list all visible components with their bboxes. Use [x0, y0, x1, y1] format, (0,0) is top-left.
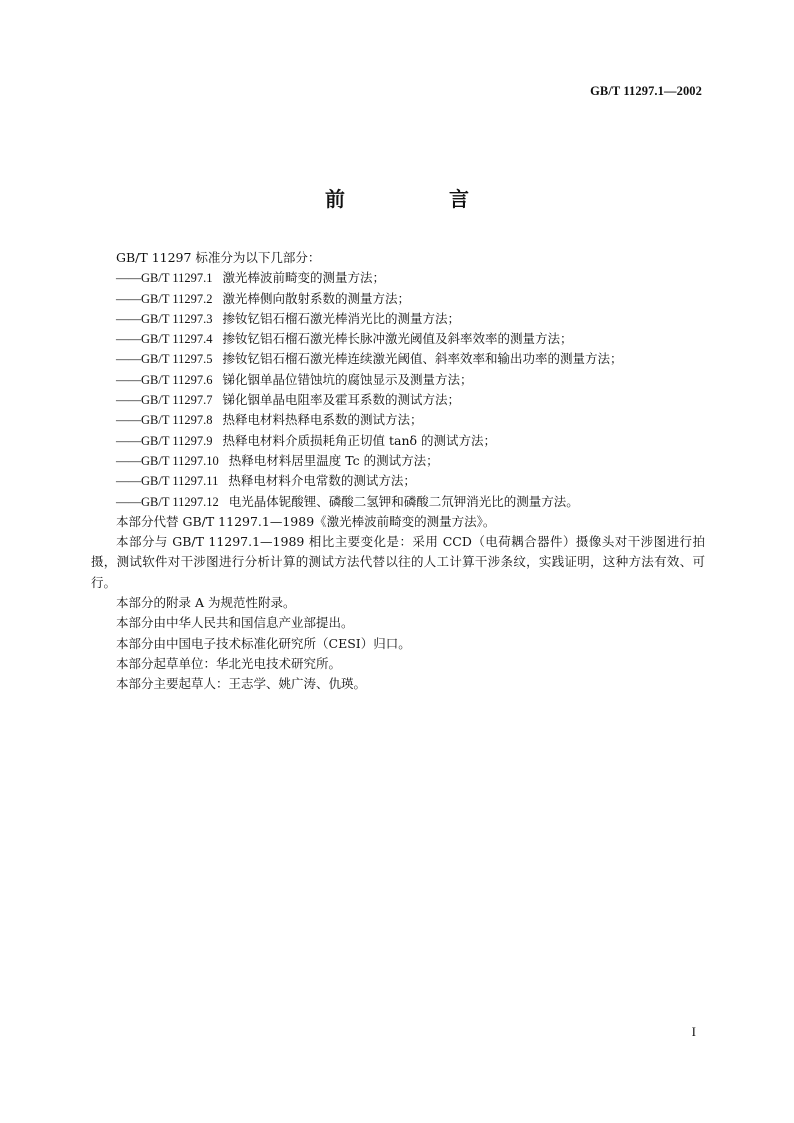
part-name: 锑化铟单晶位错蚀坑的腐蚀显示及测量方法； — [222, 371, 473, 387]
part-code: ——GB/T 11297.7 — [116, 393, 213, 408]
replaces-paragraph: 本部分代替 GB/T 11297.1—1989《激光棒波前畸变的测量方法》。 — [116, 513, 496, 529]
part-name: 掺钕钇铝石榴石激光棒长脉冲激光阈值及斜率效率的测量方法； — [222, 331, 573, 347]
page-title: 前 言 — [325, 187, 511, 211]
part-code: ——GB/T 11297.12 — [116, 494, 219, 509]
part-name: 激光棒波前畸变的测量方法； — [222, 270, 386, 286]
list-item — [91, 471, 705, 491]
list-item — [91, 451, 705, 471]
part-code: ——GB/T 11297.1 — [116, 271, 213, 286]
part-code: ——GB/T 11297.8 — [116, 413, 213, 428]
proposed-by-paragraph: 本部分由中华人民共和国信息产业部提出。 — [116, 615, 354, 631]
part-code: ——GB/T 11297.6 — [116, 372, 213, 387]
part-code: ——GB/T 11297.3 — [116, 311, 213, 326]
list-item — [91, 329, 705, 349]
drafters-paragraph: 本部分主要起草人：王志学、姚广涛、仇瑛。 — [116, 676, 367, 692]
standard-code: GB/T 11297.1—2002 — [590, 84, 702, 98]
part-code: ——GB/T 11297.11 — [116, 474, 219, 489]
parts-list — [91, 268, 705, 512]
part-name: 热释电材料介质损耗角正切值 tanδ 的测试方法； — [222, 432, 497, 448]
list-item — [91, 370, 705, 390]
part-name: 锑化铟单晶电阻率及霍耳系数的测试方法； — [222, 392, 461, 408]
changes-paragraph: 本部分与 GB/T 11297.1—1989 相比主要变化是：采用 CCD（电荷耦合器件）摄像头对干涉图进行拍摄，测试软件对干涉图进行分析计算的测试方法代替以往的人工计算干涉条纹，实践证明，这种方法有效、可行。 — [91, 534, 705, 590]
part-code: ——GB/T 11297.10 — [116, 453, 219, 468]
page-number: I — [691, 1024, 696, 1039]
part-name: 掺钕钇铝石榴石激光棒消光比的测量方法； — [222, 310, 461, 326]
part-code: ——GB/T 11297.4 — [116, 332, 213, 347]
list-item — [91, 431, 705, 451]
part-name: 热释电材料居里温度 Tc 的测试方法； — [228, 452, 439, 468]
part-code: ——GB/T 11297.2 — [116, 291, 213, 306]
foreword-body — [91, 248, 705, 695]
list-item — [91, 492, 705, 512]
part-name: 激光棒侧向散射系数的测量方法； — [222, 290, 411, 306]
part-name: 电光晶体铌酸锂、磷酸二氢钾和磷酸二氘钾消光比的测量方法。 — [228, 493, 579, 509]
list-item — [91, 390, 705, 410]
list-item — [91, 289, 705, 309]
drafting-unit-paragraph: 本部分起草单位：华北光电技术研究所。 — [116, 655, 342, 671]
list-item — [91, 410, 705, 430]
part-name: 热释电材料热释电系数的测试方法； — [222, 412, 423, 428]
part-code: ——GB/T 11297.5 — [116, 352, 213, 367]
list-item — [91, 309, 705, 329]
intro-paragraph: GB/T 11297 标准分为以下几部分： — [116, 250, 321, 265]
list-item — [91, 268, 705, 288]
annex-paragraph: 本部分的附录 A 为规范性附录。 — [116, 595, 296, 611]
part-name: 掺钕钇铝石榴石激光棒连续激光阈值、斜率效率和输出功率的测量方法； — [222, 351, 623, 367]
part-code: ——GB/T 11297.9 — [116, 433, 213, 448]
centralized-by-paragraph: 本部分由中国电子技术标准化研究所（CESI）归口。 — [116, 635, 411, 651]
part-name: 热释电材料介电常数的测试方法； — [228, 473, 416, 489]
list-item — [91, 349, 705, 369]
